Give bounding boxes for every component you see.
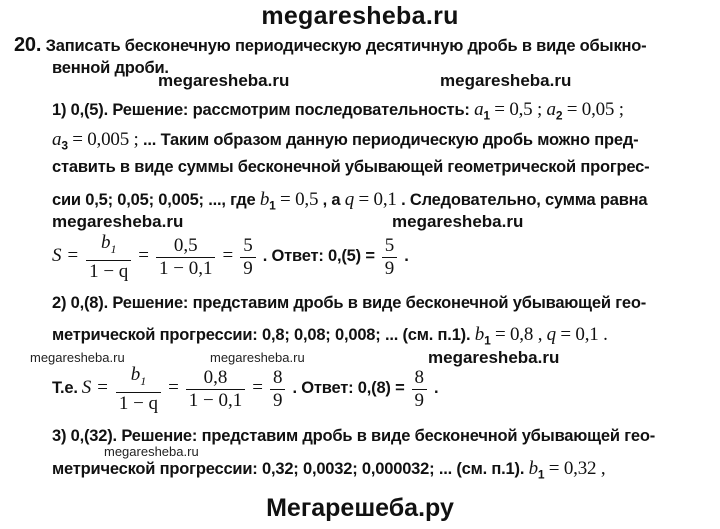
sum-label: S = (81, 377, 109, 399)
fraction-values (156, 235, 215, 280)
var-a: a (546, 99, 556, 120)
fraction-values (186, 367, 245, 412)
subscript: 1 (484, 333, 491, 348)
part3-line1: 3) 0,(32). Решение: представим дробь в виде бесконечной убывающей гео- (52, 427, 656, 445)
fraction-denominator: 9 (414, 389, 425, 411)
fraction-denominator: 9 (272, 389, 283, 411)
fraction-denominator: 1 − 0,1 (159, 257, 213, 279)
part2-line1: 2) 0,(8). Решение: представим дробь в виде бесконечной убывающей гео- (52, 294, 647, 312)
equals-sign: = (168, 377, 179, 399)
subscript: 1 (483, 108, 490, 123)
fraction-numerator: 8 (270, 367, 286, 390)
fraction-numerator: 8 (412, 367, 428, 390)
part1-line4-c: . Следовательно, сумма равна (401, 191, 648, 209)
equals-sign: = (222, 245, 234, 267)
equals-sign: = (252, 377, 263, 399)
fraction-b1-over-1-q (116, 364, 161, 415)
part1-line1 (52, 99, 624, 122)
watermark: megaresheba.ru (158, 71, 290, 90)
var-b: b (528, 458, 538, 479)
fraction-answer (382, 235, 398, 280)
var-b: b (474, 324, 485, 345)
watermark: megaresheba.ru (30, 350, 125, 365)
subscript: 3 (61, 138, 68, 153)
watermark-bottom: Мегарешеба.ру (266, 494, 454, 522)
fraction-numerator: 0,5 (156, 235, 215, 258)
fraction-denominator: 1 − q (118, 392, 159, 414)
part2-formula (52, 364, 438, 415)
part1-line2-text: ... Таким образом данную периодическую дробь можно пред- (143, 131, 639, 149)
answer-label: . Ответ: 0,(5) = (262, 247, 375, 266)
fraction-denominator: 9 (384, 257, 395, 279)
subscript: 1 (537, 467, 545, 482)
problem-statement-line2: венной дроби. (52, 59, 169, 77)
fraction-numerator: 0,8 (186, 367, 245, 390)
part1-intro: 1) 0,(5). Решение: рассмотрим последовательность: (52, 101, 470, 119)
fraction-b1-over-1-q (86, 232, 131, 283)
a3-value: = 0,005 ; (72, 129, 139, 150)
var-q: q (546, 324, 556, 345)
sum-label: S = (52, 245, 80, 267)
fraction-denominator: 1 − 0,1 (188, 389, 243, 411)
b1-value: = 0,8 , (494, 324, 543, 345)
b1-value: = 0,32 , (548, 458, 606, 479)
fraction-result (270, 367, 286, 412)
problem-statement-line1 (14, 34, 646, 57)
var-a: a (52, 129, 62, 150)
fraction-answer (412, 367, 428, 412)
part1-formula (52, 232, 409, 283)
watermark: megaresheba.ru (440, 71, 572, 90)
fraction-result (240, 235, 256, 280)
part1-line4 (52, 189, 647, 212)
var-b: b (130, 364, 141, 385)
answer-label: . Ответ: 0,(8) = (292, 379, 405, 398)
watermark: megaresheba.ru (104, 444, 199, 459)
fraction-numerator (86, 232, 131, 261)
part3-line2 (52, 458, 605, 481)
q-value: = 0,1 (358, 189, 397, 210)
subscript: 1 (110, 241, 117, 256)
subscript: 2 (555, 108, 563, 123)
subscript: 1 (269, 198, 276, 213)
var-b: b (100, 232, 111, 253)
subscript: 1 (140, 373, 147, 388)
equals-sign: = (138, 245, 150, 267)
a2-value: = 0,05 ; (566, 99, 624, 120)
var-b: b (259, 189, 270, 210)
fraction-numerator: 5 (240, 235, 256, 258)
part1-line4-a: сии 0,5; 0,05; 0,005; ..., где (52, 191, 256, 209)
problem-number: 20. (14, 34, 42, 56)
var-q: q (344, 189, 355, 210)
period: . (404, 247, 409, 266)
watermark: megaresheba.ru (52, 212, 184, 231)
fraction-numerator (116, 364, 161, 393)
problem-statement-text: Записать бесконечную периодическую десятичную дробь в виде обыкно- (45, 37, 647, 55)
part1-line4-b: , а (322, 191, 341, 209)
te-label: Т.е. (52, 379, 78, 398)
b1-value: = 0,5 (280, 189, 319, 210)
watermark: megaresheba.ru (210, 350, 305, 365)
watermark-top: megaresheba.ru (261, 2, 459, 30)
fraction-denominator: 1 − q (89, 260, 129, 282)
part1-line2 (52, 129, 638, 152)
watermark: megaresheba.ru (392, 212, 524, 231)
watermark: megaresheba.ru (428, 348, 560, 367)
q-value: = 0,1 . (560, 324, 608, 345)
a1-value: = 0,5 ; (494, 99, 543, 120)
part2-line2 (52, 324, 608, 347)
part2-line2-text: метрической прогрессии: 0,8; 0,08; 0,008; ... (см. п.1). (52, 326, 471, 344)
part3-line2-text: метрической прогрессии: 0,32; 0,0032; 0,000032; ... (см. п.1). (52, 460, 525, 478)
var-a: a (474, 99, 484, 120)
part1-line3: ставить в виде суммы бесконечной убывающей геометрической прогрес- (52, 158, 650, 176)
fraction-numerator: 5 (382, 235, 398, 258)
period: . (434, 379, 439, 398)
fraction-denominator: 9 (243, 257, 253, 279)
